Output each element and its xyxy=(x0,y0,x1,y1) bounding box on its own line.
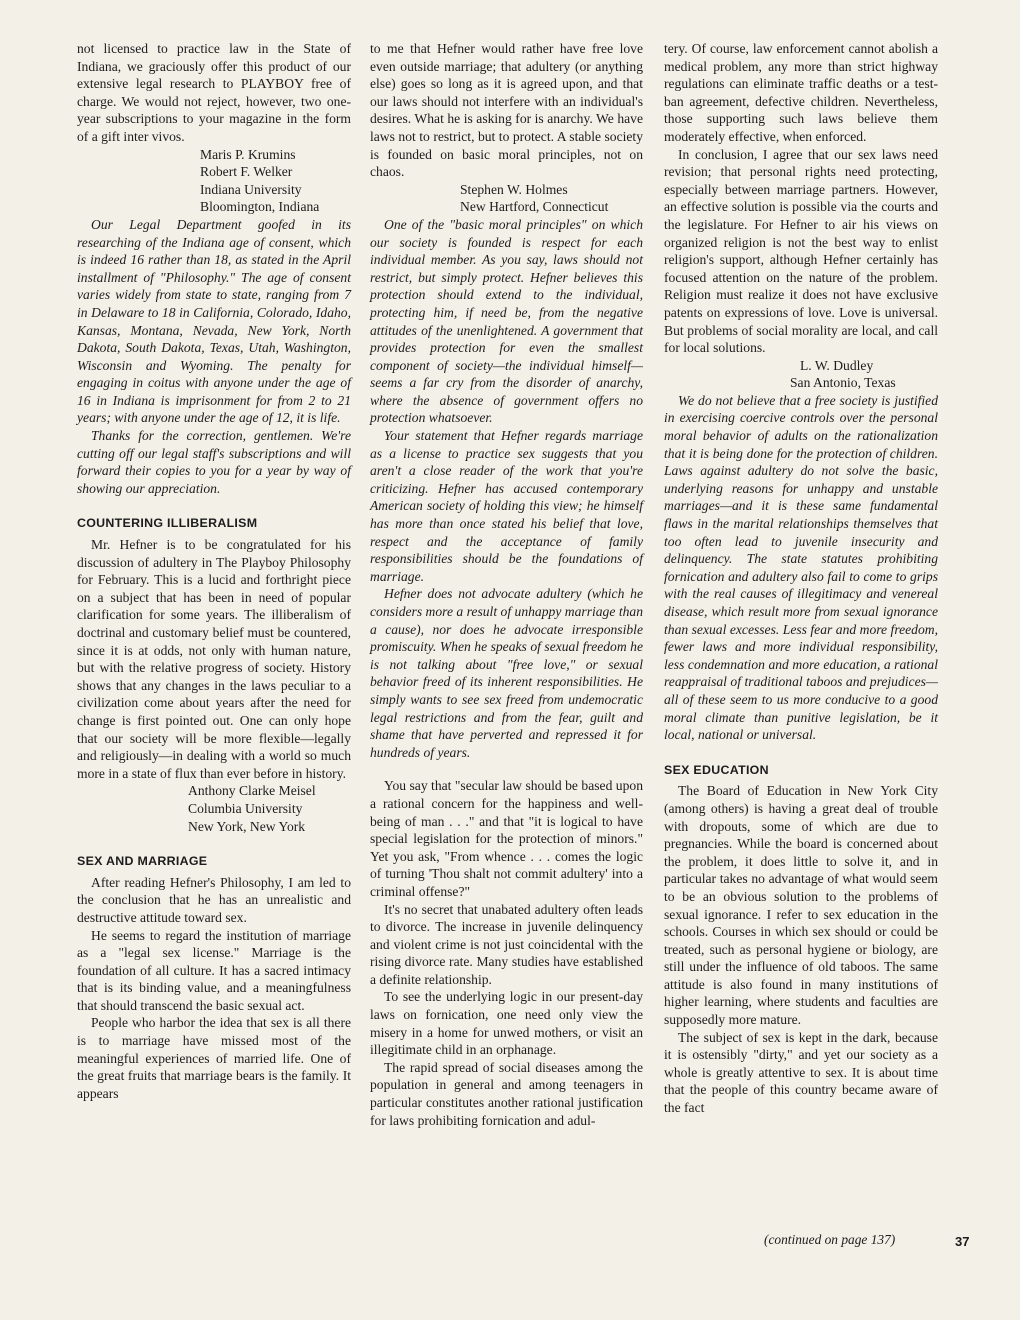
letter-signature: Maris P. Krumins Robert F. Welker Indiana University Bloomington, Indiana xyxy=(200,146,320,215)
letter-paragraph: The Board of Education in New York City (among others) is having a great deal of trouble with dropouts, some of which are due to pregnancies. While the board is concerned about the problem, it does little to solve it, and in particular takes no advantage of what would seem to be an obvious solution to the problems of sexual ignorance. I refer to sex education in the schools. Courses in which sex should or could be treated, such as personal hygiene or biology, are still under the influence of old taboos. The same attitude is also found in many institutions of higher learning, where students and faculties are supposedly more mature. xyxy=(664,783,938,1028)
letter-paragraph: not licensed to practice law in the State of Indiana, we graciously offer this product of our extensive legal research to PLAYBOY free of charge. We would not reject, however, two one-year subscriptions to your magazine in the form of a gift inter vivos. xyxy=(77,41,351,144)
letter-paragraph: It's no secret that unabated adultery often leads to divorce. The increase in juvenile delinquency and violent crime is not just coincidental with the rising divorce rate. Many studies have established a definite relationship. xyxy=(370,901,643,987)
editor-reply: We do not believe that a free society is justified in exercising coercive controls over the personal moral behavior of adults on the rationalization that it is being done for the protection of children. Laws against adultery do not solve the basic, underlying reasons for unhappy and unstable marriages—and it is these same fundamental flaws in the marital relationships themselves that too often lead to juvenile insecurity and delinquency. The state statutes prohibiting fornication and adultery also fail to come to grips with the real causes of illegitimacy and venereal disease, which result more from sexual ignorance than sexual excesses. Less fear and more freedom, fewer laws and more individual responsibility, less condemnation and more education, a rational reappraisal of traditional taboos and prejudices—all of these seem to us more conducive to a good moral climate than punitive legislation, be it local, national or universal. xyxy=(664,392,938,743)
column-3 xyxy=(664,40,938,1117)
letter-paragraph: People who harbor the idea that sex is all there is to marriage have missed most of the meaningful experiences of married life. One of the great fruits that marriage bears is the family. It appears xyxy=(77,1015,351,1101)
letter-paragraph: He seems to regard the institution of marriage as a "legal sex license." Marriage is the foundation of all culture. It has a sacred intimacy that is its binding value, and a meaningfulness that should transcend the basic sexual act. xyxy=(77,927,351,1013)
editor-reply: One of the "basic moral principles" on which our society is founded is respect for each individual member. As you say, laws should not restrict, but simply protect. Hefner believes this protection should extend to the individual, protecting him, if need be, from the negative attitudes of the unenlightened. A government that provides protection for even the smallest component of society—the individual himself—seems a far cry from the disorder of anarchy, where the absence of government offers no protection whatsoever. xyxy=(370,216,643,426)
section-heading: SEX EDUCATION xyxy=(664,762,769,777)
editor-reply: Our Legal Department goofed in its researching of the Indiana age of consent, which is indeed 16 rather than 18, as stated in the April installment of "Philosophy." The age of consent varies widely from state to state, ranging from 7 in Delaware to 18 in California, Colorado, Idaho, Kansas, Montana, Nevada, New York, North Dakota, South Dakota, Texas, Utah, Washington, Wisconsin and Wyoming. The penalty for engaging in coitus with anyone under the age of 16 in Indiana is imprisonment for from 2 to 21 years; with anyone under the age of 12, it is life. xyxy=(77,216,351,426)
page-number: 37 xyxy=(955,1234,970,1249)
letter-signature: L. W. Dudley San Antonio, Texas xyxy=(790,357,896,391)
editor-reply: Hefner does not advocate adultery (which he considers more a result of unhappy marriage than a cause), nor does he advocate irresponsible promiscuity. When he speaks of sexual freedom he is not talking about "free love," or sexual behavior freed of its inherent responsibilities. He simply wants to see sex freed from undemocratic legal restrictions and from the fear, guilt and shame that have perverted and repressed it for hundreds of years. xyxy=(370,586,643,760)
letter-signature: Anthony Clarke Meisel Columbia University New York, New York xyxy=(188,783,316,834)
letter-paragraph: tery. Of course, law enforcement cannot abolish a medical problem, any more than strict highway regulations can eliminate traffic deaths or a test-ban agreement, defective children. Nevertheless, those supporting such laws believe them moderately effective, when enforced. xyxy=(664,41,938,144)
letter-paragraph: After reading Hefner's Philosophy, I am led to the conclusion that he has an unrealistic and destructive attitude toward sex. xyxy=(77,874,351,925)
letter-paragraph: to me that Hefner would rather have free love even outside marriage; that adultery (or anything else) goes so long as it is agreed upon, and that our laws should not interfere with an individual's desires. What he is asking for is anarchy. We have laws not to restrict, but to protect. A stable society is founded on basic moral principles, not on chaos. xyxy=(370,41,643,180)
editor-reply: Thanks for the correction, gentlemen. We're cutting off our legal staff's subscriptions and will forward their copies to you for a year by way of showing our appreciation. xyxy=(77,428,351,496)
editor-reply: Your statement that Hefner regards marriage as a license to practice sex suggests that you aren't a close reader of the work that you're criticizing. Hefner has accused contemporary American society of holding this view; he himself has more than once stated his belief that love, respect and the acceptance of family responsibilities should be the foundations of marriage. xyxy=(370,428,643,584)
column-1 xyxy=(77,40,351,1102)
continued-note: (continued on page 137) xyxy=(764,1232,896,1247)
letter-paragraph: You say that "secular law should be based upon a rational concern for the happiness and well-being of man . . ." and that "it is logical to have special legislation for the protection of minors." Yet you ask, "From whence . . . comes the logic of turning 'Thou shalt not commit adultery' into a criminal offense?" xyxy=(370,778,643,899)
letter-signature: Stephen W. Holmes New Hartford, Connecticut xyxy=(460,181,609,215)
section-heading: COUNTERING ILLIBERALISM xyxy=(77,516,258,531)
letter-paragraph: The rapid spread of social diseases among the population in general and among teenagers in particular constitutes another rational justification for laws prohibiting fornication and adul- xyxy=(370,1059,643,1128)
letter-paragraph: The subject of sex is kept in the dark, because it is ostensibly "dirty," and yet our society as a whole is greatly attentive to sex. It is about time that the people of this country became aware of the fact xyxy=(664,1029,938,1116)
letter-paragraph: Mr. Hefner is to be congratulated for his discussion of adultery in The Playboy Philosophy for February. This is a lucid and forthright piece on a subject that has been in need of popular clarification for some years. The illiberalism of doctrinal and customary belief must be countered, since it is at odds, not only with human nature, but with the relative progress of society. History shows that any changes in the laws peculiar to a civilization come about years after the need for change is first pointed out. One can only hope that our society will be more flexible—legally and religiously—in dealing with a world so much more in a state of flux than ever before in history. xyxy=(77,537,351,781)
column-2 xyxy=(370,40,643,1129)
letter-paragraph: To see the underlying logic in our present-day laws on fornication, one need only view the misery in a home for unwed mothers, or visit an illegitimate child in an orphanage. xyxy=(370,989,643,1058)
letter-paragraph: In conclusion, I agree that our sex laws need revision; that personal rights need protecting, especially between marriage partners. However, an effective solution is possible via the courts and the legislature. For Hefner to air his views on organized religion is not the best way to enlist religion's support, although Hefner certainly has focused attention on the nature of the problem. Religion must realize it does not have exclusive patents on expressions of love. Love is universal. But problems of social morality are local, and call for local solutions. xyxy=(664,146,938,356)
section-heading: SEX AND MARRIAGE xyxy=(77,854,208,869)
